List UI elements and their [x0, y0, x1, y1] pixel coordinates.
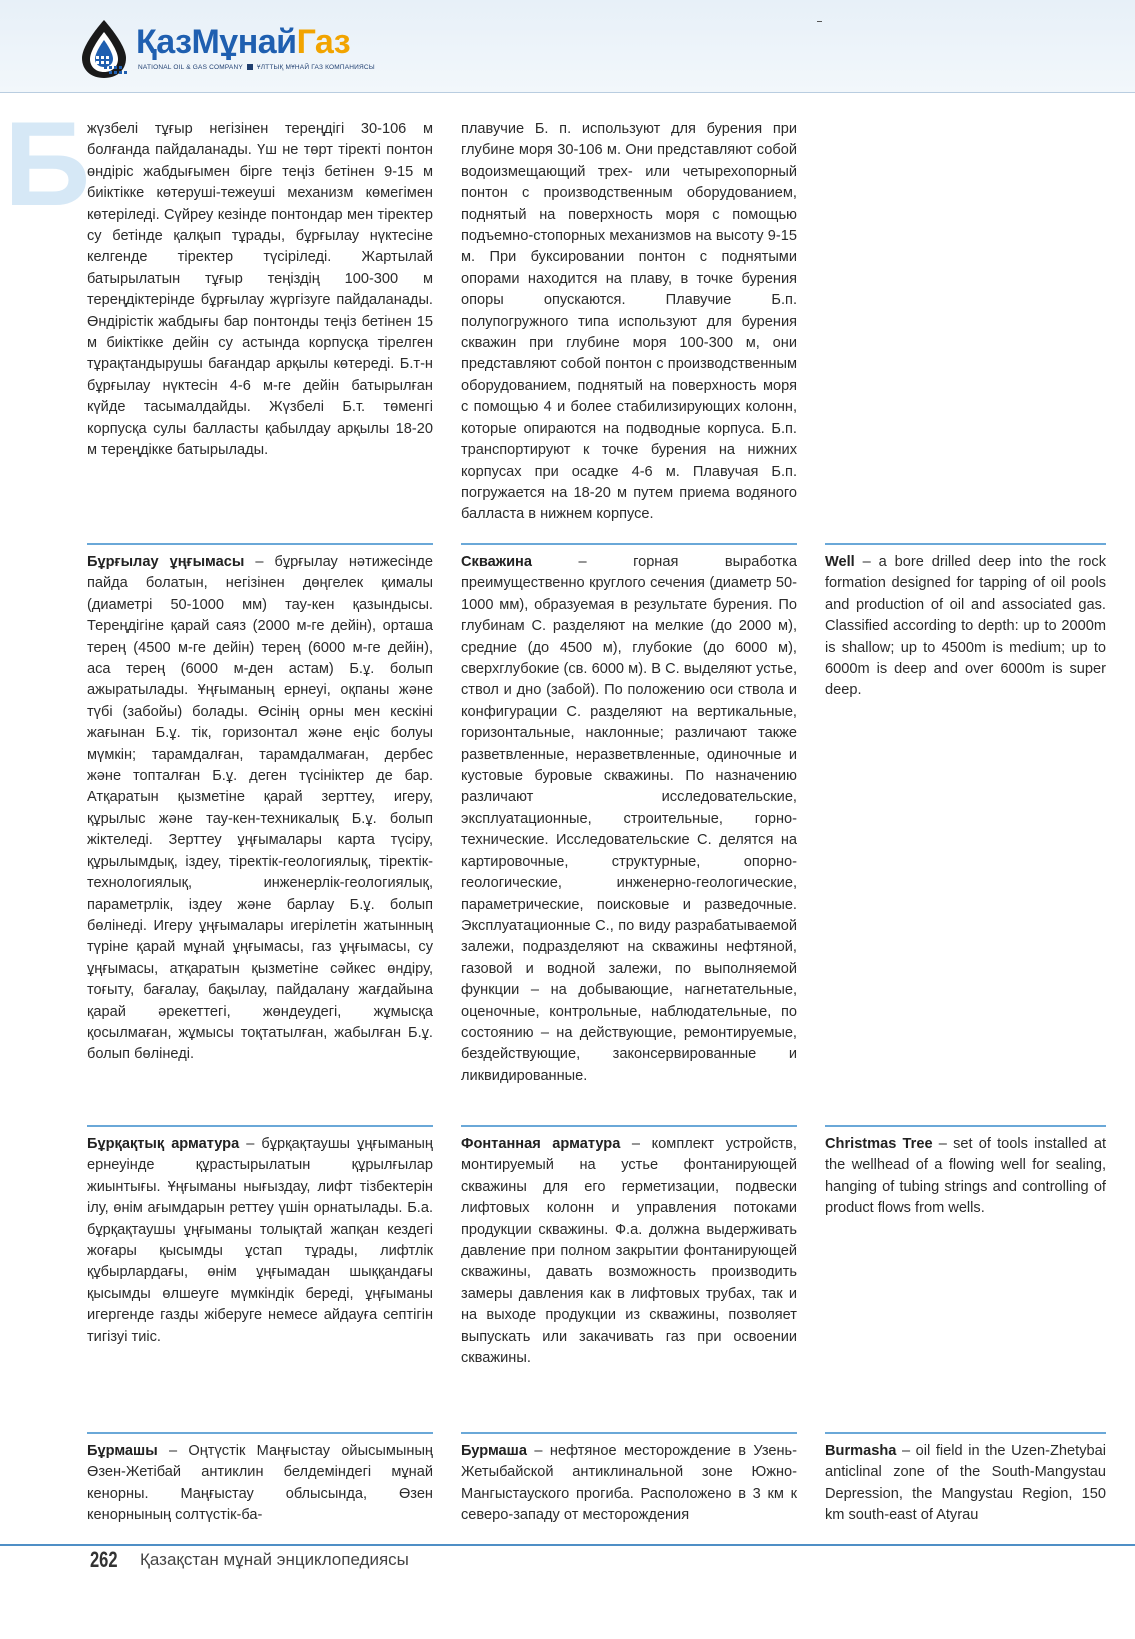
entry-term-en: Christmas Tree [825, 1136, 933, 1152]
logo-subtitle-en: NATIONAL OIL & GAS COMPANY [138, 64, 243, 71]
entry-burmasha-ru [461, 1441, 797, 1527]
entry-rule-en [825, 1125, 1106, 1127]
drop-emblem-icon [74, 18, 134, 80]
entry-definition-ru: – нефтяное месторождение в Узень-Жетыбайской антиклинальной зоне Южно-Мангыстауского прогиба. Расположено в 3 км к северо-западу от месторождения [461, 1443, 797, 1524]
entry-christmas-tree-en [825, 1134, 1106, 1220]
entry-rule-kz [87, 543, 433, 545]
entry-definition-ru: – горная выработка преимущественно круглого сечения (диаметр 50-1000 мм), образуемая в результате бурения. По глубинам С. разделяют на мелкие (до 2000 м), средние (до 4500 м), глубокие (до 6000 м), сверхглубокие (св. 6000 м). В С. выделяют устье, ствол и дно (забой). По положению оси ствола и конфигурации С. разделяют на вертикальные, горизонтальные, наклонные; различают также разветвленные, неразветвленные, одиночные и кустовые буровые скважины. По назначению различают исследовательские, эксплуатационные, строительные, горно-технические. Исследовательские С. делятся на картировочные, структурные, опорно-геологические, инженерно-геологические, параметрические, поисковые и разведочные. Эксплуатационные С., по виду разрабатываемой залежи, подразделяют на скважины нефтяной, газовой и водной залежи, по выполняемой функции – на добывающие, нагнетательные, оценочные, контрольные, наблюдательные, по состоянию – на действующие, ремонтируемые, бездействующие, законсервированные и ликвидированные. [461, 554, 797, 1084]
entry-well-kz [87, 552, 433, 1066]
entry-definition-kz: – бұрқақтаушы ұңғыманың ернеуінде құрастырылатын құрылғылар жиынтығы. Ұңғыманы нығыздау, лифт тізбектерін ілу, өнім ағымдарын реттеу үшін орнатылады. Б.а. бұрқақтаушы ұңғыманы толықтай жапқан кездегі жоғары қысымды ұстап тұрады, лифтлік құбырлардағы, өнім ұңғымадан шыққандағы қысымды өлшеуге мүмкіндік береді, ұңғыманы игергенде газды жіберуге немесе айдауға септігін тигізуі тиіс. [87, 1136, 433, 1345]
entry-rule-en [825, 543, 1106, 545]
entry-definition-en: – a bore drilled deep into the rock formation designed for tapping of oil pools and production of oil and associated gas. Classified according to depth: up to 2000m is shallow; up to 4500m is medium; up to 6000m is deep and over 6000m is super deep. [825, 554, 1106, 699]
entry-term-ru: Фонтанная арматура [461, 1136, 621, 1152]
entry-definition-en: – oil field in the Uzen-Zhetybai anticlinal zone of the South-Mangystau Depression, the Mangystau Region, 150 km south-east of Atyrau [825, 1443, 1106, 1524]
entry-term-kz: Бұрғылау ұңғымасы [87, 554, 245, 570]
entry-rule-ru [461, 1125, 797, 1127]
top-block-kz-text: жүзбелі тұғыр негізінен тереңдігі 30-106 м болғанда пайдаланады. Үш не төрт тіректі понтон өндіріс жабдығымен бірге теңіз бетінен 9-15 м биіктікке көтеруші-тежеуші механизм көмегімен көтеріледі. Сүйреу кезінде понтондар мен тіректер су бетінде қалқып тұрады, бұрғылау нүктесіне келгенде тіректер түсіріледі. Жартылай батырылатын тұғыр теңіздің 100-300 м тереңдіктерінде бұрғылау жүргізуге пайдаланады. Өндірістік жабдығы бар понтонды теңіз бетінен 15 м биіктікке дейін су астында корпусқа тірелген тұрақтандырушы бағандар арқылы көтереді. Б.т-н бұрғылау нүктесін 4-6 м-ге дейін батырылған күйде тасымалдайды. Жүзбелі Б.т. төменгі корпусқа сулы балласты қабылдау арқылы 18-20 м тереңдікке батырылады. [87, 121, 433, 459]
entry-burmasha-kz [87, 1441, 433, 1527]
logo-wordmark-orange: Газ [296, 23, 351, 61]
footer-rule [0, 1544, 1135, 1546]
entry-rule-ru [461, 1432, 797, 1434]
entry-definition-ru: – комплект устройств, монтируемый на устье фонтанирующей скважины для его герметизации, подвески лифтовых колонн и управления потоками продукции скважины. Ф.а. должна выдерживать давление при полном закрытии фонтанирующей скважины, давать возможность производить замеры давления как в лифтовых трубах, так и на выходе продукции из скважины, позволяет выпускать или закачивать газ при освоении скважины. [461, 1136, 797, 1367]
entry-definition-kz: – Оңтүстік Маңғыстау ойысымының Өзен-Жетібай антиклин белдеміндегі мұнай кенорны. Маңғыстау облысында, Өзен кенорнының солтүстік-ба- [87, 1443, 433, 1524]
logo-separator-icon [247, 64, 253, 70]
entry-rule-ru [461, 543, 797, 545]
entry-term-en: Well [825, 554, 855, 570]
entry-rule-kz [87, 1125, 433, 1127]
top-block-ru-text: плавучие Б. п. используют для бурения при глубине моря 30-106 м. Они представляют собой водоизмещающий трех- или четырехопорный понтон с производственным оборудованием, поднятый на поверхность моря с помощью подъемно-стопорных механизмов на высоту 9-15 м. При буксировании понтон с поднятыми опорами находится на плаву, в точке бурения опоры опускаются. Плавучие Б.п. полупогружного типа используют для бурения скважин при глубине моря 100-300 м, они представляют собой понтон с производственным оборудованием, поднятый на поверхность моря с помощью 4 и более стабилизирующих колонн, которые опираются на подводные корпуса. Б.п. транспортируют к точке бурения на нижних корпусах при осадке 4-6 м. Плавучая Б.п. погружается на 18-20 м путем приема водяного балласта в нижнем корпусе. [461, 121, 797, 523]
entry-term-kz: Бұрқақтық арматура [87, 1136, 240, 1152]
entry-rule-kz [87, 1432, 433, 1434]
entry-christmas-tree-ru [461, 1134, 797, 1369]
entry-burmasha-en [825, 1441, 1106, 1527]
footer-book-title: Қазақстан мұнай энциклопедиясы [140, 1550, 409, 1569]
top-block-kz [87, 119, 433, 462]
logo-wordmark [136, 23, 350, 62]
entry-term-ru: Скважина [461, 554, 532, 570]
entry-term-kz: Бұрмашы [87, 1443, 158, 1459]
page-number: 262 [90, 1547, 118, 1572]
entry-definition-kz: – бұрғылау нәтижесінде пайда болатын, негізінен дөңгелек қималы (диаметрі 50-1000 мм) тау-кен қазындысы. Тереңдігіне қарай саяз (2000 м-ге дейін), орташа терең (4500 м-ге дейін) терең (6000 м-ге дейін), аса терең (6000 м-ден астам) Б.ұ. болып ажыратылады. Ұңғыманың ернеуі, оқпаны және түбі (забойы) болады. Өсінің орны мен кескіні жағынан Б.ұ. тік, горизонтал және еңіс болуы мүмкін; тарамдалған, тарамдалмаған, дербес және топталған Б.ұ. деген түсініктер де бар. Атқаратын қызметіне қарай зерттеу, игеру, құрылыс және тау-кен-техникалық Б.ұ. болып жіктеледі. Зерттеу ұңғымалары карта түсіру, құрылымдық, іздеу, тіректік-геологиялық, тіректік-технологиялық, инженерлік-геологиялық, параметрлік, іздеу және барлау Б.ұ. болып бөлінеді. Игеру ұңғымалары игерілетін жатынның түріне қарай мұнай ұңғымасы, газ ұңғымасы, су ұңғымасы, атқаратын қызметіне сәйкес өндіру, тоғыту, бағалау, бақылау, пайдалану жағдайына қарай әрекеттегі, жөндеудегі, жұмысқа қосылмаған, жұмысы тоқтатылған, жабылған Б.ұ. болып бөлінеді. [87, 554, 433, 1063]
entry-rule-en [825, 1432, 1106, 1434]
entry-christmas-tree-kz [87, 1134, 433, 1348]
top-dash-mark [817, 21, 822, 22]
entry-term-en: Burmasha [825, 1443, 897, 1459]
section-letter-mark: Б [4, 97, 91, 231]
entry-well-en [825, 552, 1106, 702]
logo-subtitle [138, 64, 375, 71]
logo-subtitle-kz: ҰЛТТЫҚ МҰНАЙ ГАЗ КОМПАНИЯСЫ [256, 64, 375, 71]
entry-definition-en: – set of tools installed at the wellhead of a flowing well for sealing, hanging of tubing strings and controlling of product flows from wells. [825, 1136, 1107, 1217]
entry-well-ru [461, 552, 797, 1087]
kazmunaigas-logo [74, 18, 374, 80]
entry-term-ru: Бурмаша [461, 1443, 527, 1459]
logo-wordmark-blue: ҚазМұнай [136, 23, 297, 61]
top-block-ru [461, 119, 797, 526]
